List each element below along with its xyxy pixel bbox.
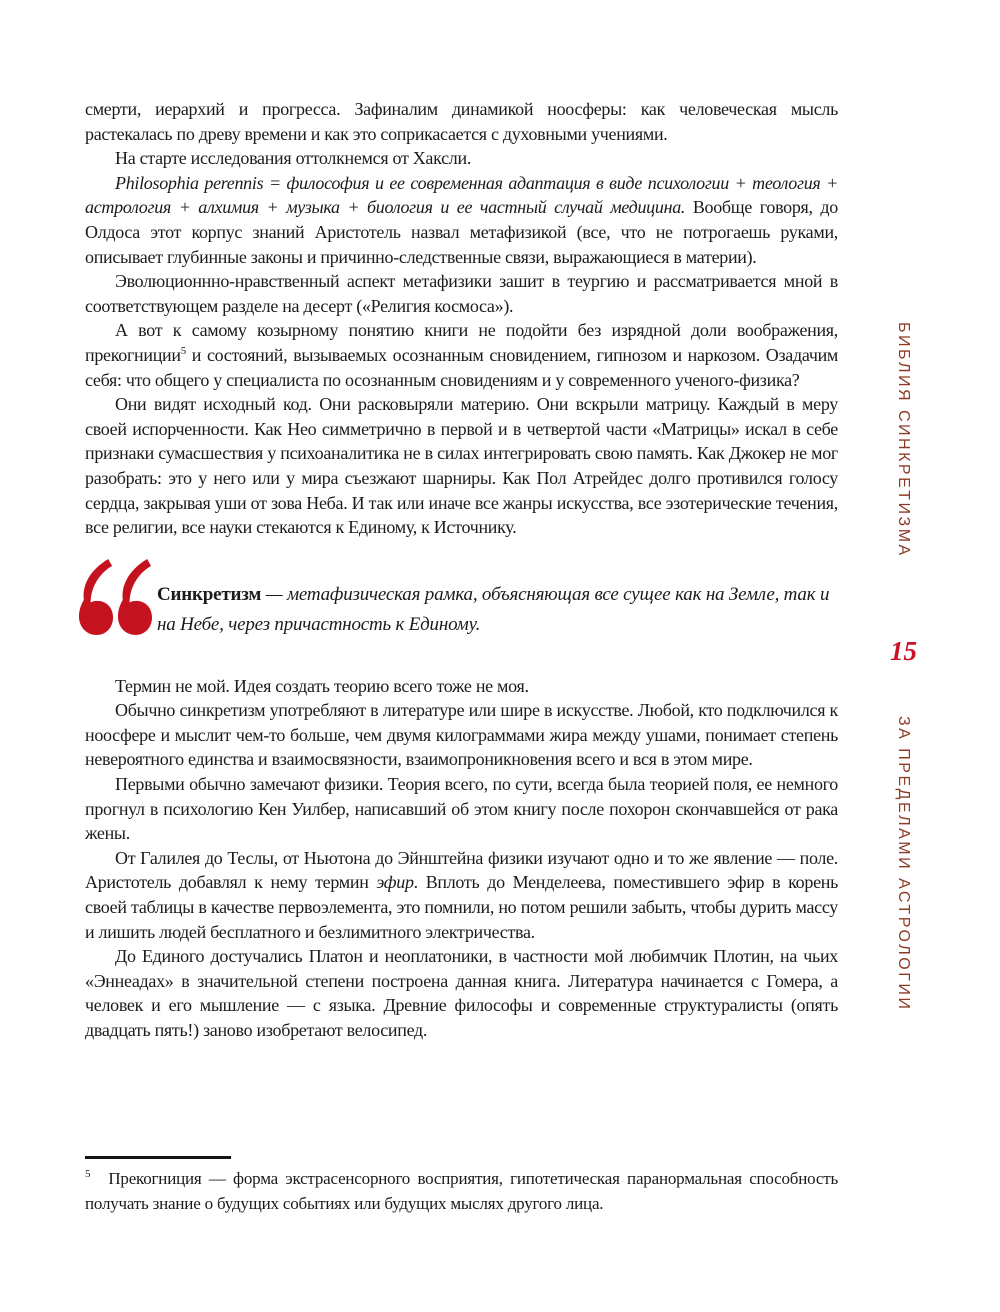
paragraph-text: . Вплоть до Менделеева, поместившего эфир в корень своей таблицы в качестве первоэлемента, это помнили, но потом решили забыть, чтобы дурить массу и лишить людей бесплатного и безлимитного электричества. <box>85 872 838 942</box>
footnote-divider <box>85 1156 231 1159</box>
paragraph <box>85 171 838 269</box>
paragraph: Обычно синкретизм употребляют в литературе или шире в искусстве. Любой, кто подключился к ноосфере и мыслит чем-то больше, чем двумя килограммами жира между ушами, понимает степень невероятного единства и взаимосвязности, взаимопроникновения всего и вся в этом мире. <box>85 700 838 770</box>
quote-definition: — метафизическая рамка, объясняющая все сущее как на Земле, так и на Небе, через причастность к Единому. <box>157 583 830 635</box>
paragraph: Они видят исходный код. Они расковыряли материю. Они вскрыли матрицу. Каждый в меру своей испорченности. Как Нео симметрично в первой и в четвертой части «Матрицы» искал в себе признаки сумасшествия у психоаналитика не в силах интегрировать свою память. Как Джокер не мог разобрать: это у него или у мира съезжают шарниры. Как Пол Атрейдес долго противился голосу сердца, закрывая уши от зова Неба. И так или иначе все жанры искусства, все эзотерические течения, все религии, все науки стекаются к Единому, к Источнику. <box>85 394 838 538</box>
paragraph-continuation: Вообще говоря, до Олдоса этот корпус знаний Аристотель назвал метафизикой (все, что не потрогаешь руками, описывает глубинные законы и причинно-следственные связи, выражающиеся в материи). <box>85 197 838 267</box>
footnote-text <box>85 1166 838 1216</box>
paragraph: Эволюционнно-нравственный аспект метафизики зашит в теургию и рассматривается мной в соответствующем разделе на десерт («Религия космоса»). <box>85 271 838 316</box>
paragraph-italic-lead: Philosophia perennis = философия и ее современная адаптация в виде психологии + теология + астрология + алхимия + музыка + биология и ее частный случай медицина. <box>85 172 838 218</box>
paragraph <box>85 318 838 392</box>
page-number: 15 <box>890 636 917 666</box>
footnote-reference: 5 <box>180 344 186 357</box>
paragraph: Термин не мой. Идея создать теорию всего тоже не моя. <box>115 675 529 696</box>
paragraph-text: и состояний, вызываемых осознанным сновидением, гипнозом и наркозом. Озадачим себя: что общего у специалиста по осознанным сновидениям и у современного ученого-физика? <box>85 344 838 390</box>
paragraph: смерти, иерархий и прогресса. Зафиналим динамикой ноосферы: как человеческая мысль растекалась по древу времени и как это соприкасается с духовными учениями. <box>85 99 838 144</box>
paragraph-text: А вот к самому козырному понятию книги не подойти без изрядной доли воображения, прекогниции <box>85 320 838 365</box>
paragraph-text: От Галилея до Теслы, от Ньютона до Эйнштейна физики изучают одно и то же явление — поле. Аристотель добавлял к нему термин <box>85 847 838 893</box>
footnote-marker: 5 <box>85 1168 91 1181</box>
pull-quote <box>85 558 838 642</box>
quote-text <box>157 558 838 640</box>
paragraph: На старте исследования оттолкнемся от Хаксли. <box>115 148 472 169</box>
running-head-section-title: ЗА ПРЕДЕЛАМИ АСТРОЛОГИИ <box>895 716 912 1012</box>
main-text-column <box>85 97 838 1043</box>
quote-mark-icon <box>78 558 152 636</box>
paragraph: Первыми обычно замечают физики. Теория всего, по сути, всегда была теорией поля, ее немного прогнул в психологию Кен Уилбер, написавший об этом книгу после похорон скончавшейся от рака жены. <box>85 774 838 844</box>
footnote <box>85 1156 838 1216</box>
quote-term: Синкретизм <box>157 583 262 605</box>
paragraph: До Единого достучались Платон и неоплатоники, в частности мой любимчик Плотин, на чьих «Эннеадах» в значительной степени построена данная книга. Литература начинается с Гомера, а человек и его мышление — с языка. Древние философы и современные структуралисты (опять двадцать пять!) заново изобретают велосипед. <box>85 946 838 1040</box>
footnote-body: Прекогниция — форма экстрасенсорного восприятия, гипотетическая паранормальная способность получать знание о будущих событиях или будущих мыслях другого лица. <box>85 1169 838 1213</box>
paragraph-term-italic: эфир <box>376 872 414 893</box>
running-head-book-title: БИБЛИЯ СИНКРЕТИЗМА <box>895 322 912 558</box>
paragraph <box>85 846 838 944</box>
